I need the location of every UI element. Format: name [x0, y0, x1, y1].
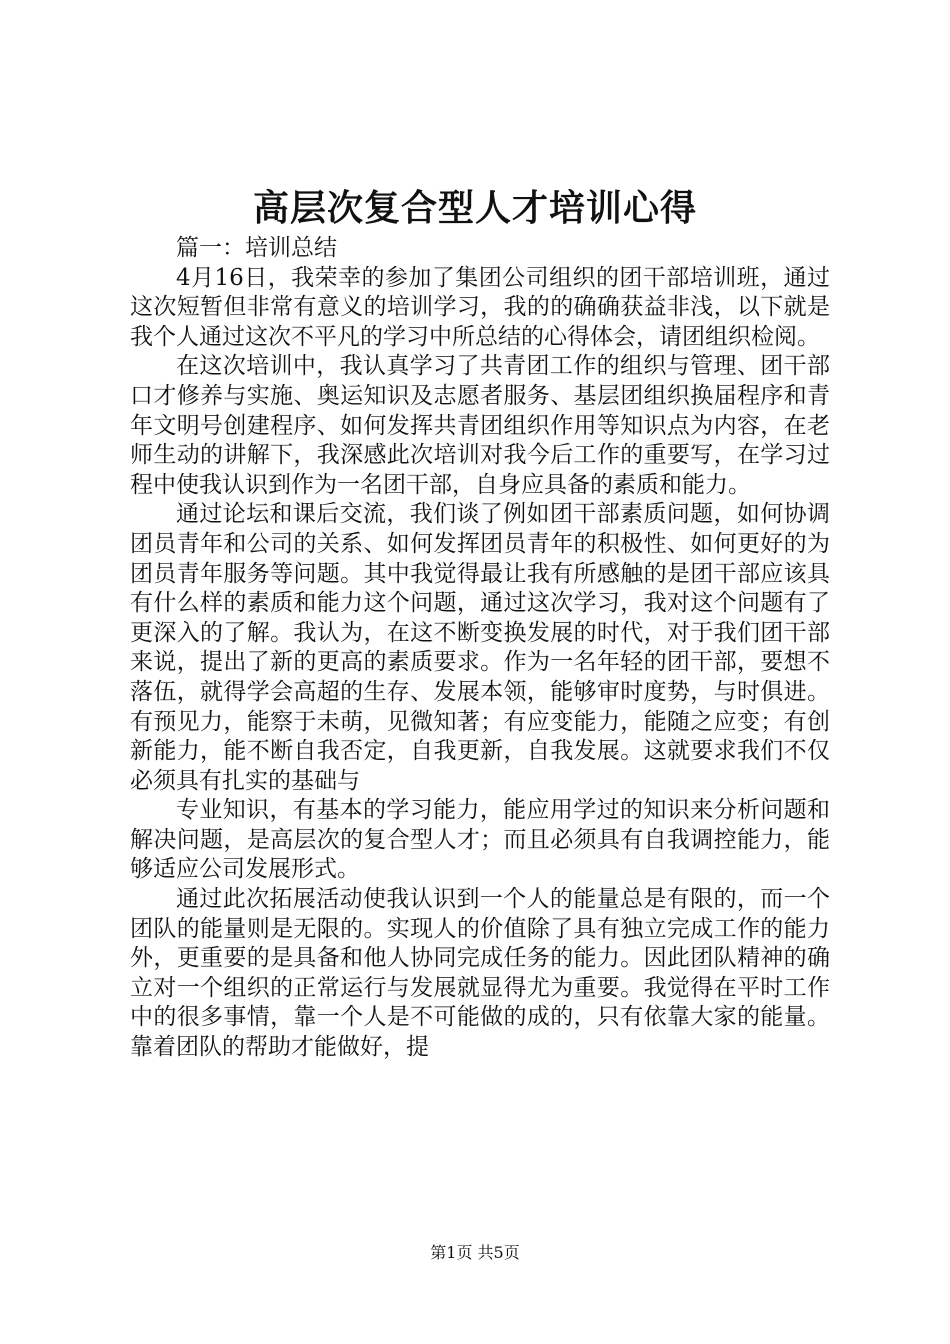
paragraph: 专业知识，有基本的学习能力，能应用学过的知识来分析问题和解决问题，是高层次的复合型人才；而且必须具有自我调控能力，能够适应公司发展形式。: [130, 797, 830, 883]
section-heading: 篇一：培训总结: [176, 235, 337, 261]
document-title: 高层次复合型人才培训心得: [252, 187, 697, 229]
paragraph: 通过此次拓展活动使我认识到一个人的能量总是有限的，而一个团队的能量则是无限的。实现人的价值除了具有独立完成工作的能力外，更重要的是具备和他人协同完成任务的能力。因此团队精神的确立对一个组织的正常运行与发展就显得尤为重要。我觉得在平时工作中的很多事情，靠一个人是不可能做的成的，只有依靠大家的能量。靠着团队的帮助才能做好，提: [130, 886, 830, 1061]
page-footer: 第1页 共5页: [430, 1243, 520, 1262]
paragraph: 4月16日，我荣幸的参加了集团公司组织的团干部培训班，通过这次短暂但非常有意义的培训学习，我的的确确获益非浅，以下就是我个人通过这次不平凡的学习中所总结的心得体会，请团组织检阅。: [130, 264, 830, 350]
document-body: [130, 234, 830, 1063]
paragraph: 通过论坛和课后交流，我们谈了例如团干部素质问题，如何协调团员青年和公司的关系、如何发挥团员青年的积极性、如何更好的为团员青年服务等问题。其中我觉得最让我有所感触的是团干部应该具有什么样的素质和能力这个问题，通过这次学习，我对这个问题有了更深入的了解。我认为，在这不断变换发展的时代，对于我们团干部来说，提出了新的更高的素质要求。作为一名年轻的团干部，要想不落伍，就得学会高超的生存、发展本领，能够审时度势，与时俱进。有预见力，能察于未萌，见微知著；有应变能力，能随之应变；有创新能力，能不断自我否定，自我更新，自我发展。这就要求我们不仅必须具有扎实的基础与: [130, 501, 830, 794]
paragraph: 在这次培训中，我认真学习了共青团工作的组织与管理、团干部口才修养与实施、奥运知识及志愿者服务、基层团组织换届程序和青年文明号创建程序、如何发挥共青团组织作用等知识点为内容，在老师生动的讲解下，我深感此次培训对我今后工作的重要写，在学习过程中使我认识到作为一名团干部，自身应具备的素质和能力。: [130, 353, 830, 498]
